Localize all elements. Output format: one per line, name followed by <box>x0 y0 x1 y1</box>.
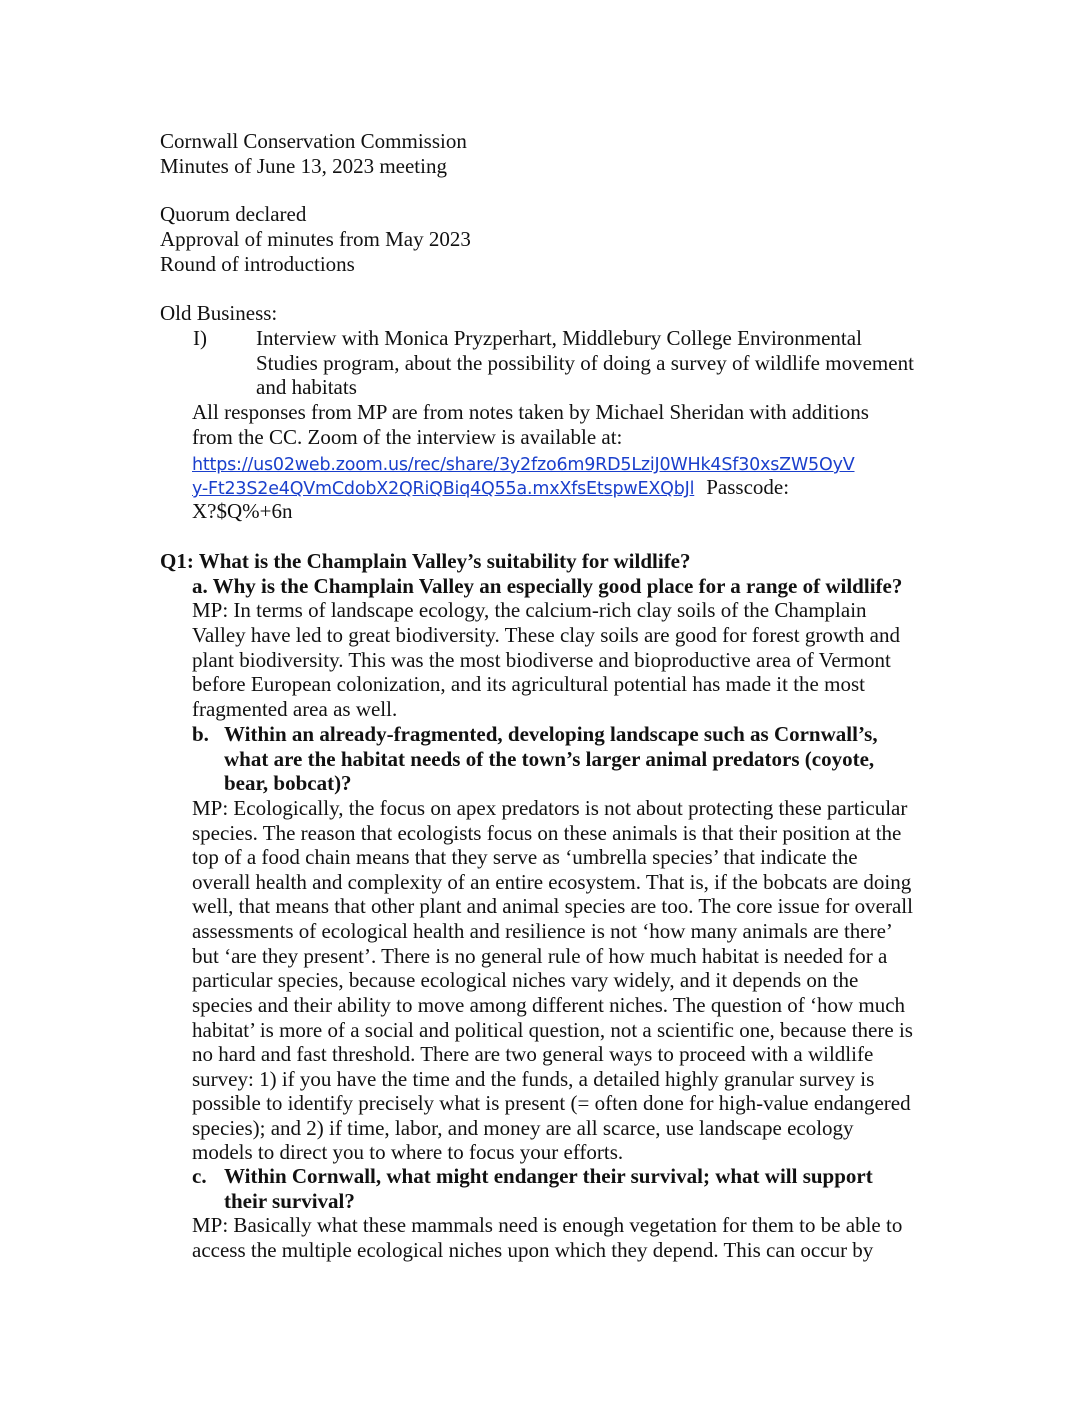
q1b-question-line: what are the habitat needs of the town’s larger animal predators (coyote, <box>224 747 875 771</box>
q1a-answer-line: fragmented area as well. <box>192 697 398 721</box>
org-title: Cornwall Conservation Commission <box>160 129 467 153</box>
q1b-answer-line: species); and 2) if time, labor, and money are all scarce, use landscape ecology <box>192 1116 854 1140</box>
q1b-answer-line: no hard and fast threshold. There are two general ways to proceed with a wildlife <box>192 1042 874 1066</box>
q1b-answer-line: overall health and complexity of an entire ecosystem. That is, if the bobcats are doing <box>192 870 912 894</box>
q1a-answer-line: plant biodiversity. This was the most biodiverse and bioproductive area of Vermont <box>192 648 891 672</box>
q1b-answer-line: but ‘are they present’. There is no general rule of how much habitat is needed for a <box>192 944 888 968</box>
q1c-answer-line: MP: Basically what these mammals need is enough vegetation for them to be able to <box>192 1213 903 1237</box>
q1b-answer-line: well, that means that other plant and animal species are too. The core issue for overall <box>192 894 913 918</box>
q1b-answer-line: models to direct you to where to focus your efforts. <box>192 1140 624 1164</box>
q1b-question-line: bear, bobcat)? <box>224 771 352 795</box>
item-text-line: and habitats <box>256 375 357 399</box>
passcode-value: X?$Q%+6n <box>192 499 293 523</box>
q1a-answer-line: Valley have led to great biodiversity. These clay soils are good for forest growth and <box>192 623 900 647</box>
q1b-label: b. <box>192 722 209 746</box>
zoom-link-line <box>192 451 855 478</box>
meeting-date: Minutes of June 13, 2023 meeting <box>160 154 447 178</box>
note-line: All responses from MP are from notes taken by Michael Sheridan with additions <box>192 400 869 424</box>
q1c-question-line: their survival? <box>224 1189 355 1213</box>
q1b-answer-line: assessments of ecological health and resilience is not ‘how many animals are there’ <box>192 919 893 943</box>
q1b-answer-line: species. The reason that ecologists focus on these animals is that their position at the <box>192 821 902 845</box>
q1a-answer-line: MP: In terms of landscape ecology, the calcium-rich clay soils of the Champlain <box>192 598 867 622</box>
q1-heading: Q1: What is the Champlain Valley’s suitability for wildlife? <box>160 549 691 573</box>
q1a-answer-line: before European colonization, and its agricultural potential has made it the most <box>192 672 865 696</box>
item-number: I) <box>193 326 207 350</box>
zoom-recording-link[interactable]: https://us02web.zoom.us/rec/share/3y2fzo6m9RD5LziJ0WHk4Sf30xsZW5OyV <box>192 455 855 475</box>
q1b-answer-line: species and their ability to move among different niches. The question of ‘how much <box>192 993 906 1017</box>
item-text-line: Interview with Monica Pryzperhart, Middlebury College Environmental <box>256 326 862 350</box>
q1b-answer-line: top of a food chain means that they serve as ‘umbrella species’ that indicate the <box>192 845 858 869</box>
q1b-answer-line: survey: 1) if you have the time and the funds, a detailed highly granular survey is <box>192 1067 875 1091</box>
approval-line: Approval of minutes from May 2023 <box>160 227 471 251</box>
q1b-answer-line: particular species, because ecological niches vary widely, and it depends on the <box>192 968 859 992</box>
zoom-recording-link[interactable]: y-Ft23S2e4QVmCdobX2QRiQBiq4Q55a.mxXfsEtspwEXQbJl <box>192 479 695 499</box>
item-text-line: Studies program, about the possibility of doing a survey of wildlife movement <box>256 351 914 375</box>
q1b-answer-line: MP: Ecologically, the focus on apex predators is not about protecting these particular <box>192 796 908 820</box>
old-business-heading: Old Business: <box>160 301 278 325</box>
note-line: from the CC. Zoom of the interview is available at: <box>192 425 623 449</box>
passcode-label: Passcode: <box>706 475 790 499</box>
introductions-line: Round of introductions <box>160 252 355 276</box>
q1b-answer-line: habitat’ is more of a social and political question, not a scientific one, because there is <box>192 1018 913 1042</box>
zoom-link-line <box>192 475 789 502</box>
q1c-label: c. <box>192 1164 207 1188</box>
q1b-answer-line: possible to identify precisely what is present (= often done for high-value endangered <box>192 1091 911 1115</box>
q1b-question-line: Within an already-fragmented, developing landscape such as Cornwall’s, <box>224 722 878 746</box>
q1a-question: a. Why is the Champlain Valley an especially good place for a range of wildlife? <box>192 574 903 598</box>
q1c-answer-line: access the multiple ecological niches upon which they depend. This can occur by <box>192 1238 874 1262</box>
q1c-question-line: Within Cornwall, what might endanger their survival; what will support <box>224 1164 873 1188</box>
quorum-line: Quorum declared <box>160 202 307 226</box>
